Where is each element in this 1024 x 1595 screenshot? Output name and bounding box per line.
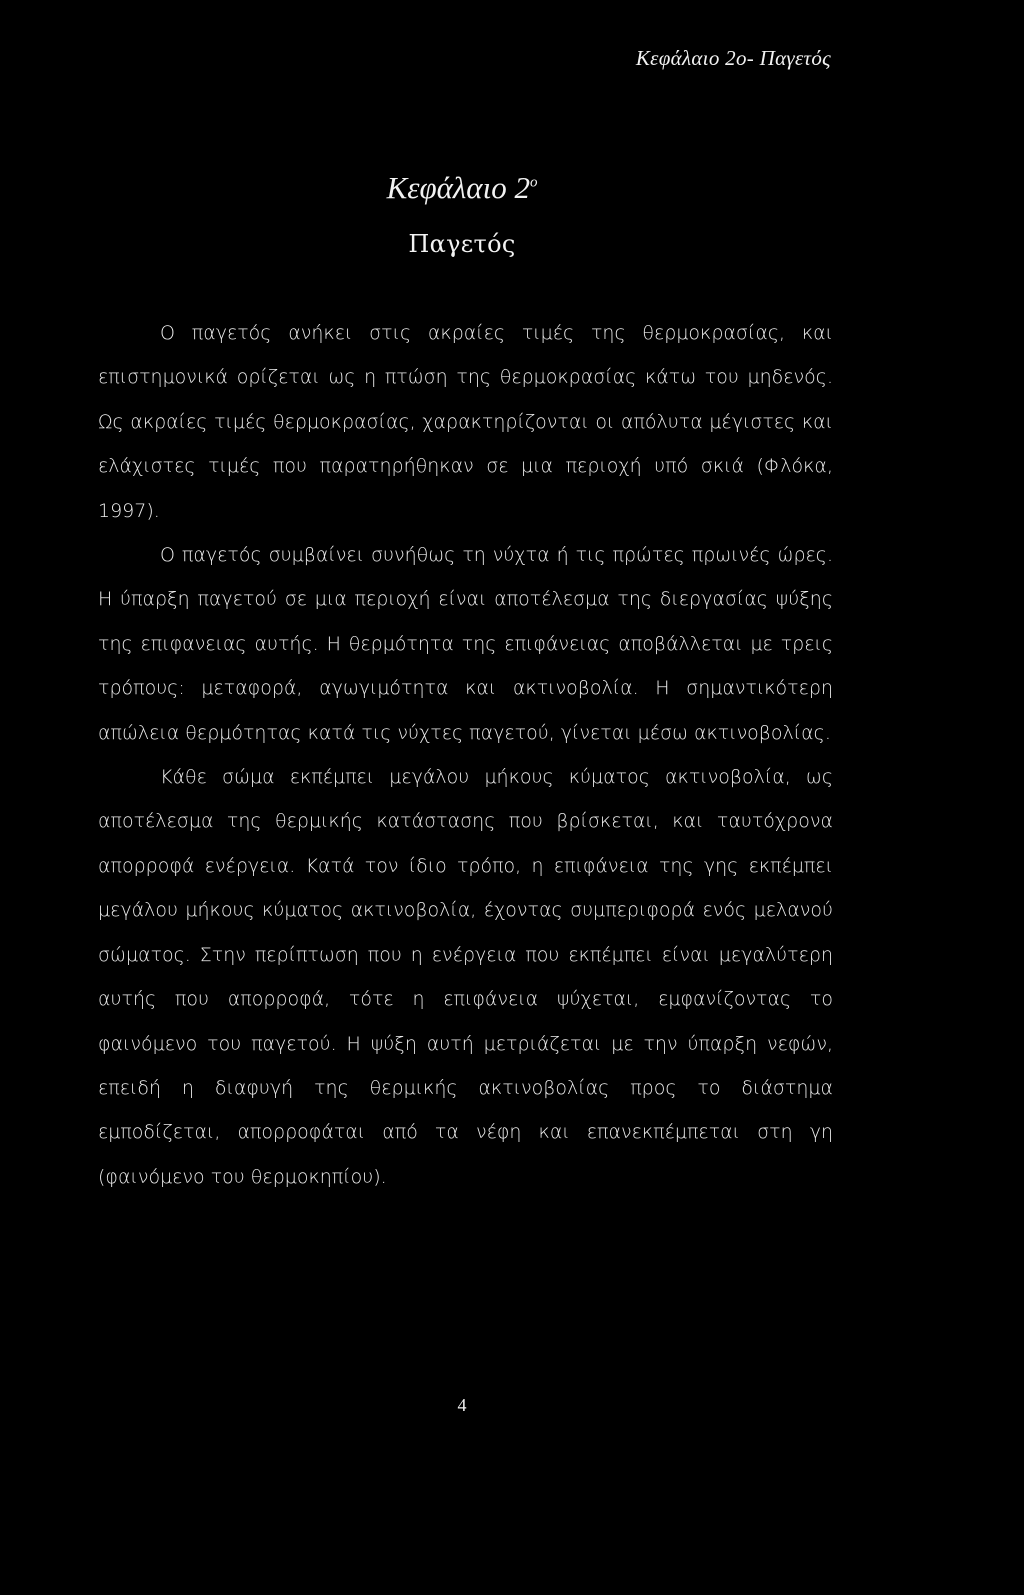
paragraph: Ο παγετός συμβαίνει συνήθως τη νύχτα ή τις πρώτες πρωινές ώρες. Η ύπαρξη παγετού σε μια περιοχή είναι αποτέλεσμα της διεργασίας ψύξης της επιφανειας αυτής. Η θερμότητα της επιφάνειας αποβάλλεται με τρεις τρόπους: μεταφορά, αγωγιμότητα και ακτινοβολία. Η σημαντικότερη απώλεια θερμότητας κατά τις νύχτες παγετού, γίνεται μέσω ακτινοβολίας.: [98, 544, 833, 744]
page-number: 4: [457, 1395, 467, 1415]
paragraph: Κάθε σώμα εκπέμπει μεγάλου μήκους κύματος ακτινοβολία, ως αποτέλεσμα της θερμικής κατάστασης που βρίσκεται, και ταυτόχρονα απορροφά ενέργεια. Κατά τον ίδιο τρόπο, η επιφάνεια της γης εκπέμπει μεγάλου μήκους κύματος ακτινοβολία, έχοντας συμπεριφορά ενός μελανού σώματος. Στην περίπτωση που η ενέργεια που εκπέμπει είναι μεγαλύτερη αυτής που απορροφά, τότε η επιφάνεια ψύχεται, εμφανίζοντας το φαινόμενο του παγετού. Η ψύξη αυτή μετριάζεται με την ύπαρξη νεφών, επειδή η διαφυγή της θερμικής ακτινοβολίας προς το διάστημα εμποδίζεται, απορροφάται από τα νέφη και επανεκπέμπεται στη γη (φαινόμενο του θερμοκηπίου).: [98, 766, 833, 1188]
body-text: [98, 311, 833, 1199]
chapter-subtitle: Παγετός: [408, 230, 516, 258]
paragraph: Ο παγετός ανήκει στις ακραίες τιμές της θερμοκρασίας, και επιστημονικά ορίζεται ως η πτώση της θερμοκρασίας κάτω του μηδενός. Ως ακραίες τιμές θερμοκρασίας, χαρακτηρίζονται οι απόλυτα μέγιστες και ελάχιστες τιμές που παρατηρήθηκαν σε μια περιοχή υπό σκιά (Φλόκα, 1997).: [98, 322, 833, 522]
chapter-title: [0, 170, 924, 206]
running-header: Κεφάλαιο 2ο- Παγετός: [635, 46, 831, 70]
chapter-title-superscript: ο: [529, 174, 538, 191]
chapter-title-text: Κεφάλαιο 2: [386, 170, 530, 205]
